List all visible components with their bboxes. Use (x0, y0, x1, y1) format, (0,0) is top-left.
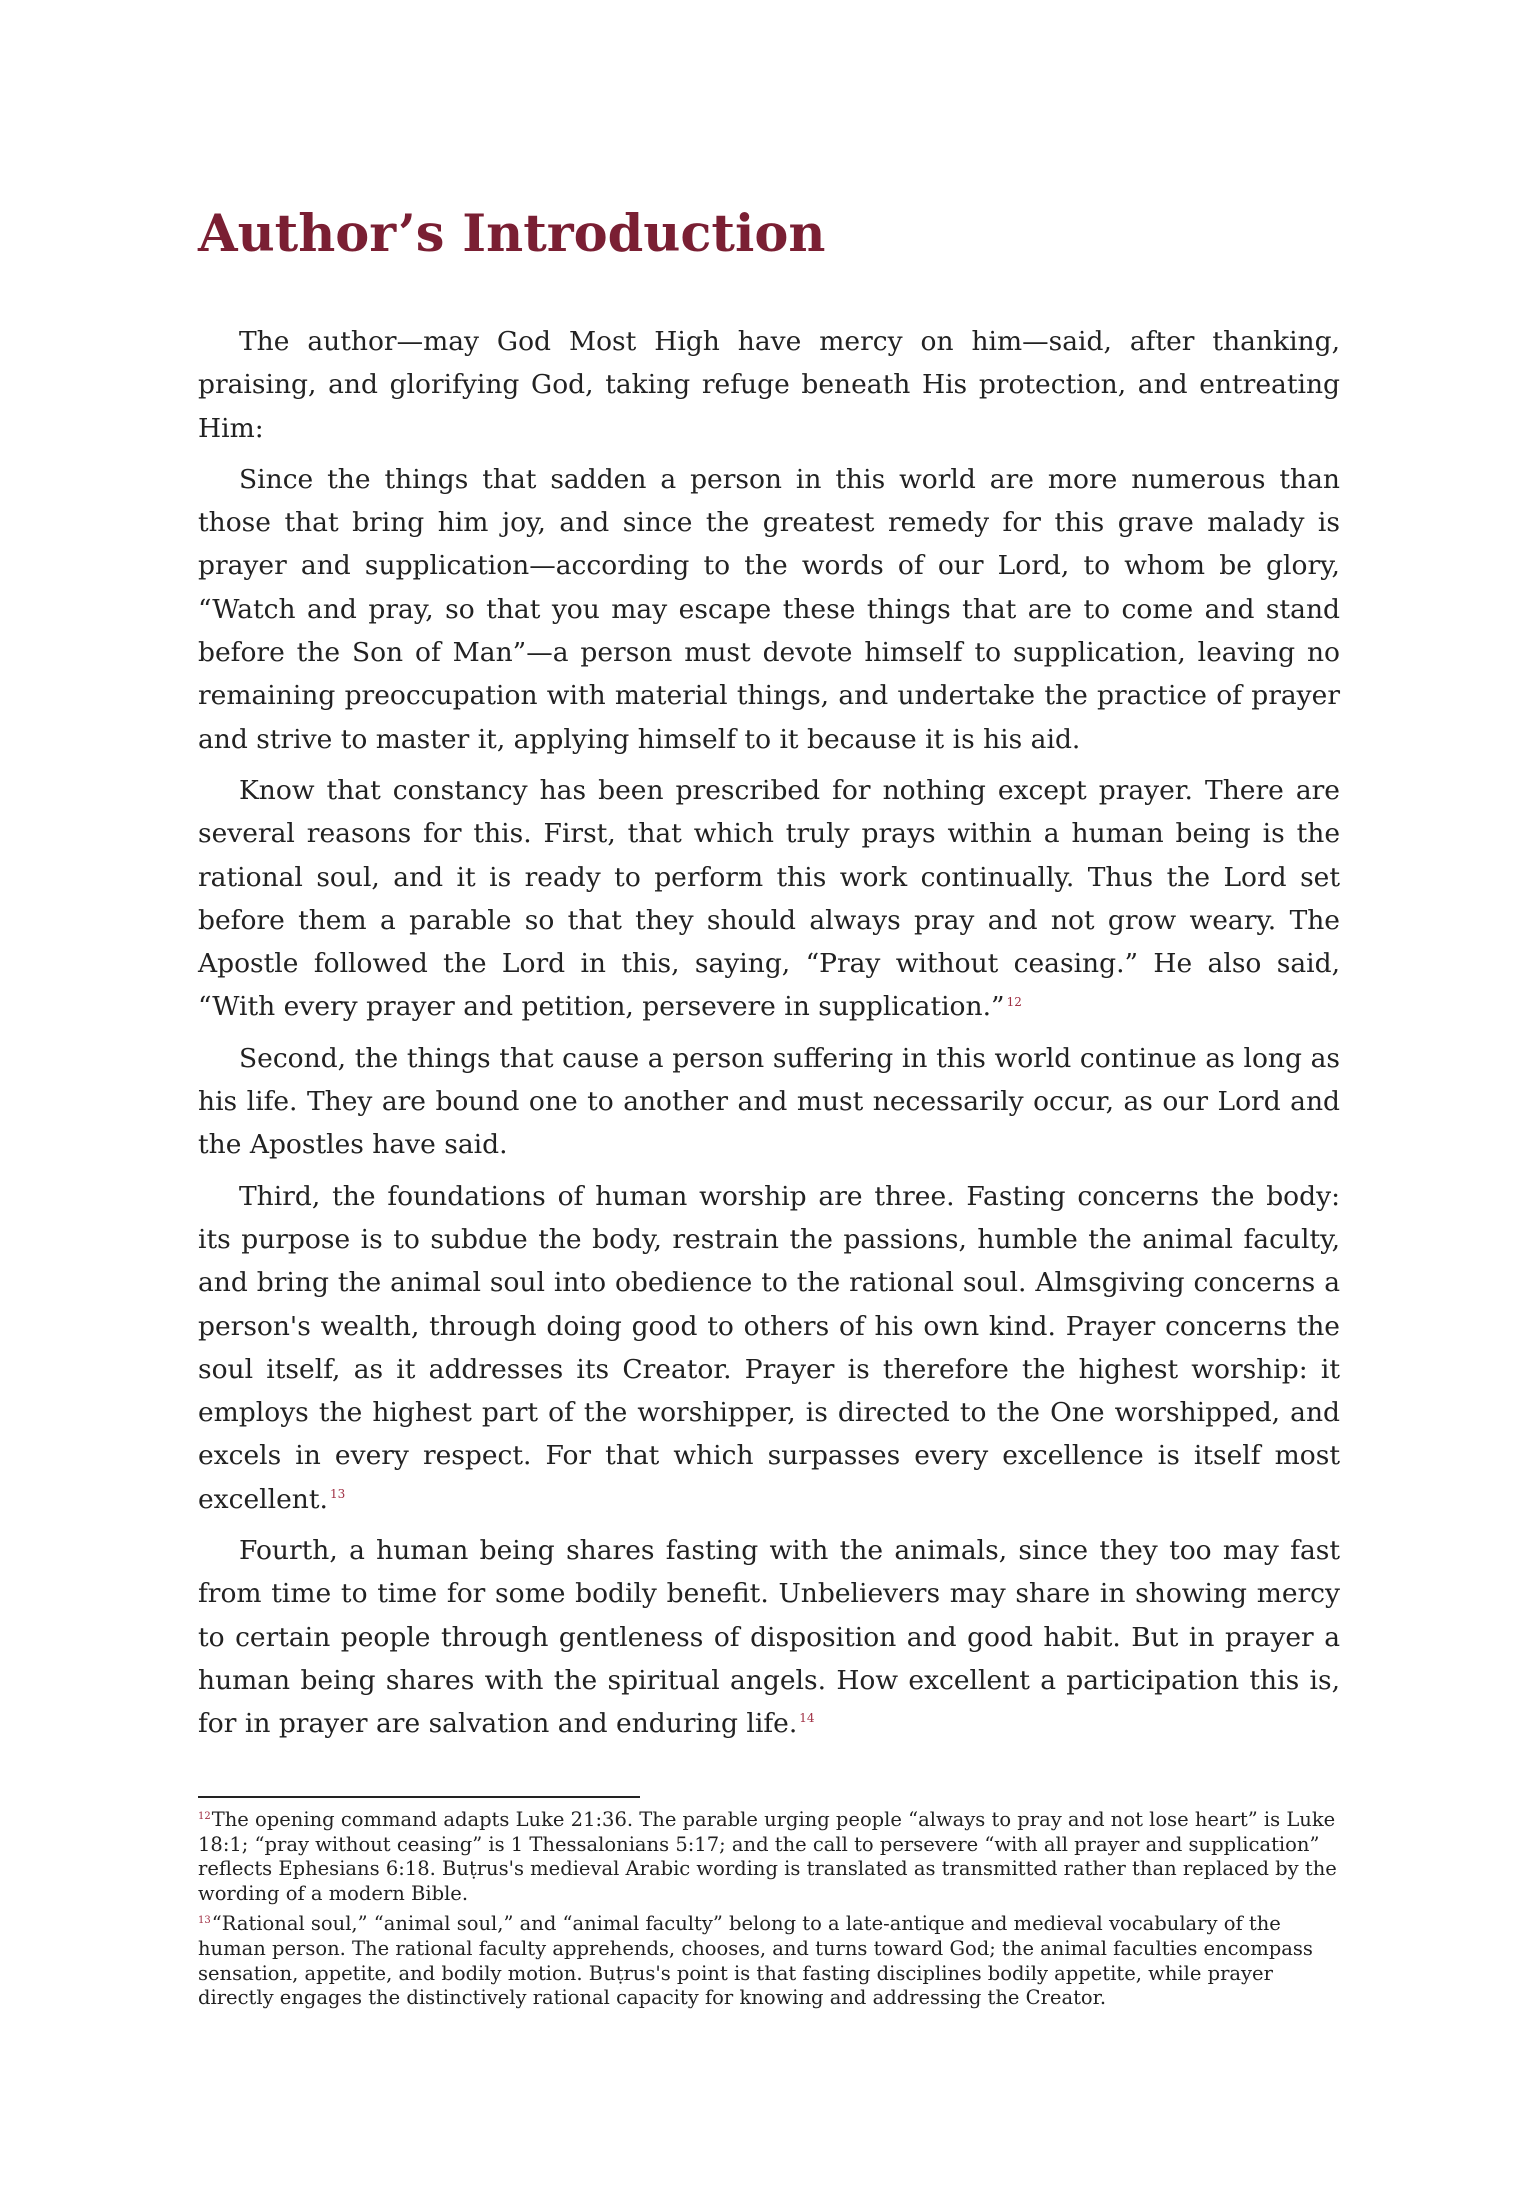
paragraph (198, 1529, 1340, 1745)
footnote-number: 12 (198, 1810, 211, 1822)
paragraph-text: Fourth, a human being shares fasting with the animals, since they too may fast from time to time for some bodily benefit. Unbelievers may share in showing mercy to certain people through gentleness of disposition and good habit. But in prayer a human being shares with the spiritual angels. How excellent a participation this is, for in prayer are salvation and enduring life. (198, 1535, 1340, 1740)
footnote-divider (198, 1796, 640, 1798)
paragraph (198, 1037, 1340, 1167)
paragraph (198, 458, 1340, 761)
footnote-reference[interactable]: 12 (1006, 994, 1022, 1009)
paragraph-text: The author—may God Most High have mercy on him—said, after thanking, praising, and glorifying God, taking refuge beneath His protection, and entreating Him: (198, 326, 1340, 444)
paragraph-text: Since the things that sadden a person in this world are more numerous than those that bring him joy, and since the greatest remedy for this grave malady is prayer and supplication—according to the words of our Lord, to whom be glory, “Watch and pray, so that you may escape these things that are to come and stand before the Son of Man”—a person must devote himself to supplication, leaving no remaining preoccupation with material things, and undertake the practice of prayer and strive to master it, applying himself to it because it is his aid. (198, 463, 1340, 755)
footnote-text: The opening command adapts Luke 21:36. The parable urging people “always to pray and not lose heart” is Luke 18:1; “pray without ceasing” is 1 Thessalonians 5:17; and the call to persevere “with all prayer and supplication” reflects Ephesians 6:18. Buṭrus's medieval Arabic wording is translated as transmitted rather than replaced by the wording of a modern Bible. (198, 1808, 1337, 1905)
footnote-number: 13 (198, 1914, 211, 1926)
footnote-reference[interactable]: 13 (329, 1486, 346, 1501)
paragraph (198, 769, 1340, 1029)
body-text (198, 320, 1340, 1746)
chapter-title: Author’s Introduction (198, 204, 826, 264)
paragraph-text: Second, the things that cause a person suffering in this world continue as long as his life. They are bound one to another and must necessarily occur, as our Lord and the Apostles have said. (198, 1042, 1340, 1161)
footnote (198, 1912, 1340, 2010)
paragraph (198, 320, 1340, 450)
paragraph-text: Know that constancy has been prescribed for nothing except prayer. There are several reasons for this. First, that which truly prays within a human being is the rational soul, and it is ready to perform this work continually. Thus the Lord set before them a parable so that they should always pray and not grow weary. The Apostle followed the Lord in this, saying, “Pray without ceasing.” He also said, “With every prayer and petition, persevere in supplication.” (198, 774, 1340, 1023)
footnote-text: “Rational soul,” “animal soul,” and “animal faculty” belong to a late-antique and medieval vocabulary of the human person. The rational faculty apprehends, chooses, and turns toward God; the animal faculties encompass sensation, appetite, and bodily motion. Buṭrus's point is that fasting disciplines bodily appetite, while prayer directly engages the distinctively rational capacity for knowing and addressing the Creator. (198, 1912, 1313, 2010)
page-body (198, 200, 1340, 1754)
paragraph-text: Third, the foundations of human worship are three. Fasting concerns the body: its purpose is to subdue the body, restrain the passions, humble the animal faculty, and bring the animal soul into obedience to the rational soul. Almsgiving concerns a person's wealth, through doing good to others of his own kind. Prayer concerns the soul itself, as it addresses its Creator. Prayer is therefore the highest worship: it employs the highest part of the worshipper, is directed to the One worshipped, and excels in every respect. For that which surpasses every excellence is itself most excellent. (198, 1180, 1340, 1515)
paragraph (198, 1175, 1340, 1521)
footnotes-section (198, 1796, 1340, 2017)
footnote (198, 1808, 1340, 1906)
footnote-reference[interactable]: 14 (799, 1711, 815, 1726)
